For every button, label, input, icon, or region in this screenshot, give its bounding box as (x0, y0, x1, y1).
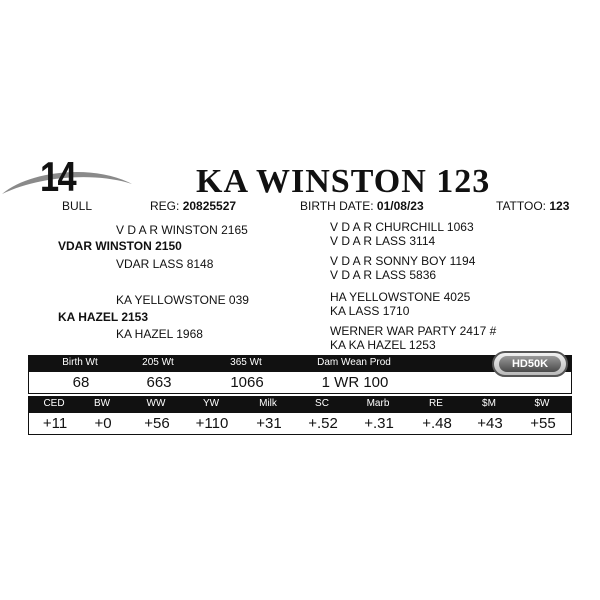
epd-header-milk: Milk (259, 398, 277, 409)
pedigree-sire-sire: V D A R WINSTON 2165 (116, 223, 248, 237)
epd-value-yw: +110 (195, 415, 229, 432)
pedigree-dam-sire-sire: HA YELLOWSTONE 4025 (330, 290, 471, 304)
pedigree-sire-dam-dam: V D A R LASS 5836 (330, 268, 437, 282)
pedigree-sire-dam: VDAR LASS 8148 (116, 257, 214, 271)
pedigree-dam-dam-sire: WERNER WAR PARTY 2417 # (330, 324, 497, 338)
epd-header-w-dollar: $W (534, 398, 550, 409)
birth-date (300, 199, 424, 213)
epd-header-ced: CED (43, 398, 65, 409)
performance-value-205-wt: 663 (146, 374, 172, 391)
epd-value-re: +.48 (422, 415, 452, 432)
pedigree-dam-dam: KA HAZEL 1968 (116, 327, 203, 341)
pedigree-sire-dam-sire: V D A R SONNY BOY 1194 (330, 254, 476, 268)
epd-header-yw: YW (202, 398, 220, 409)
epd-value-ced: +11 (42, 415, 68, 432)
performance-value-birth-wt: 68 (72, 374, 90, 391)
pedigree-sire: VDAR WINSTON 2150 (58, 239, 182, 253)
epd-header-m-dollar: $M (482, 398, 496, 409)
hd50k-badge-label: HD50K (499, 356, 561, 372)
epd-value-m-dollar: +43 (477, 415, 503, 432)
pedigree-dam: KA HAZEL 2153 (58, 310, 149, 324)
epd-value-bw: +0 (94, 415, 112, 432)
tattoo-value: 123 (549, 199, 570, 213)
epd-header-re: RE (429, 398, 443, 409)
epd-value-ww: +56 (144, 415, 170, 432)
performance-values-row (28, 372, 572, 394)
epd-header-sc: SC (315, 398, 329, 409)
pedigree-dam-sire-dam: KA LASS 1710 (330, 304, 410, 318)
performance-header-dam-wean-prod: Dam Wean Prod (317, 357, 391, 368)
performance-value-dam-wean-prod: 1 WR 100 (321, 374, 389, 391)
performance-header-205-wt: 205 Wt (142, 357, 174, 368)
pedigree-sire-sire-dam: V D A R LASS 3114 (330, 234, 436, 248)
epd-header-bar (28, 396, 572, 413)
performance-header-365-wt: 365 Wt (230, 357, 262, 368)
pedigree-dam-dam-dam: KA KA HAZEL 1253 (330, 338, 436, 352)
pedigree-sire-sire-sire: V D A R CHURCHILL 1063 (330, 220, 474, 234)
reg-label: REG: (150, 199, 180, 213)
tattoo (496, 199, 569, 213)
performance-header-birth-wt: Birth Wt (62, 357, 98, 368)
epd-values-row (28, 413, 572, 435)
epd-header-bw: BW (93, 398, 111, 409)
epd-value-sc: +.52 (308, 415, 338, 432)
reg-value: 20825527 (182, 199, 237, 213)
epd-value-w-dollar: +55 (530, 415, 556, 432)
birth-date-value: 01/08/23 (376, 199, 424, 213)
epd-header-ww: WW (146, 398, 166, 409)
sex-label: BULL (62, 199, 93, 213)
birth-date-label: BIRTH DATE: (300, 199, 374, 213)
tattoo-label: TATTOO: (496, 199, 546, 213)
epd-value-milk: +31 (256, 415, 282, 432)
hd50k-badge (492, 351, 568, 377)
animal-name: KA WINSTON 123 (196, 163, 491, 200)
lot-number: 14 (40, 153, 76, 200)
epd-value-marb: +.31 (364, 415, 394, 432)
registration (150, 199, 236, 213)
performance-header-bar (28, 355, 572, 372)
epd-header-marb: Marb (366, 398, 390, 409)
performance-value-365-wt: 1066 (230, 374, 264, 391)
pedigree-dam-sire: KA YELLOWSTONE 039 (116, 293, 249, 307)
